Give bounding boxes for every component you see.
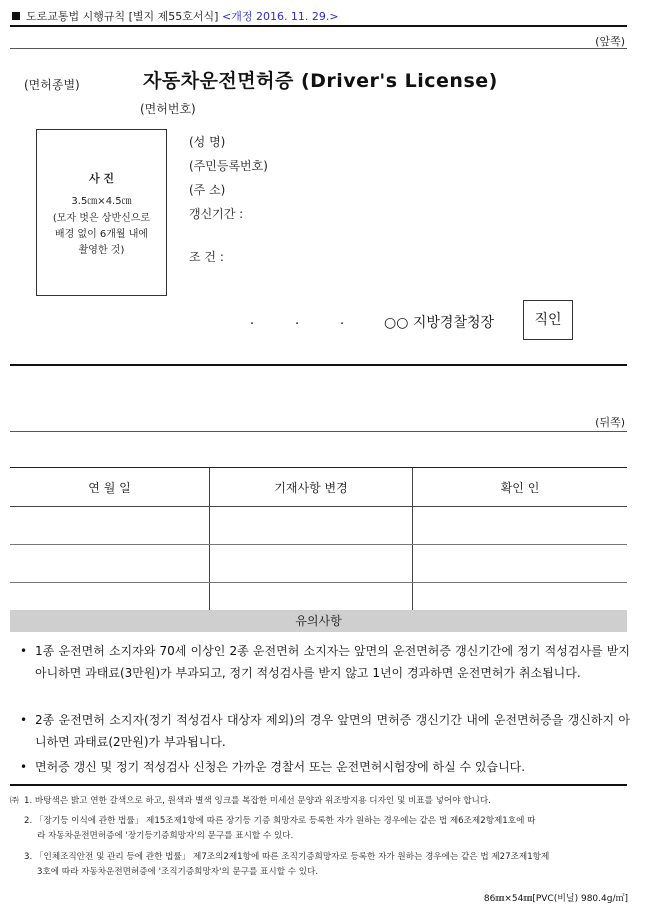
date-dot: .: [295, 313, 300, 328]
table-cell: [413, 545, 628, 583]
table-cell: [10, 507, 210, 545]
license-type-label: (면허종별): [24, 78, 80, 92]
bullet-icon: •: [20, 713, 28, 727]
photo-instruction-3: 촬영한 것): [78, 245, 125, 256]
official-seal-box: 직인: [523, 300, 573, 340]
header-divider: [10, 25, 627, 27]
photo-size: 3.5㎝×4.5㎝: [71, 196, 132, 207]
header-date: 연 월 일: [10, 468, 210, 507]
notes-bottom-divider: [10, 784, 627, 786]
bullet-icon: •: [20, 760, 28, 774]
table-cell: [10, 545, 210, 583]
date-dot: .: [340, 313, 345, 328]
license-title: 자동차운전면허증 (Driver's License): [143, 70, 498, 92]
note-text: 2종 운전면허 소지자(정기 적성검사 대상자 제외)의 경우 앞면의 면허증 갱신기간 내에 운전면허증을 갱신하지 아니하면 과태료(2만원)가 부과됩니다.: [35, 713, 630, 749]
revision-date: <개정 2016. 11. 29.>: [221, 10, 339, 23]
photo-instruction-2: 배경 없이 6개월 내에: [54, 229, 149, 240]
note-item: [20, 709, 628, 753]
note-text: 면허증 갱신 및 정기 적성검사 신청은 가까운 경찰서 또는 운전면허시험장에 하실 수 있습니다.: [35, 760, 526, 774]
footnote-2-line1: 2. 「장기등 이식에 관한 법률」 제15조제1항에 따른 장기등 기증 희망자로 등록한 자가 원하는 경우에는 같은 법 제6조제2항제1호에 따: [24, 816, 536, 826]
table-cell: [210, 545, 413, 583]
photo-box: [36, 129, 167, 296]
front-bottom-divider: [10, 364, 627, 366]
conditions-field: 조 건 :: [189, 250, 224, 264]
square-bullet-icon: [12, 12, 20, 20]
table-cell: [210, 507, 413, 545]
note-item: [20, 756, 628, 778]
form-header: [12, 8, 339, 24]
change-record-table: [10, 468, 627, 621]
photo-title: 사 진: [88, 172, 115, 185]
renewal-period-field: 갱신기간 :: [189, 207, 244, 221]
date-dot: .: [250, 313, 255, 328]
notes-title: 유의사항: [10, 610, 627, 632]
footnote-1: 1. 바탕색은 밝고 연한 갈색으로 하고, 원색과 별색 잉크를 복잡한 미세선 문양과 위조방지용 디자인 및 비표를 넣어야 합니다.: [24, 796, 491, 806]
card-spec: 86㎜×54㎜[PVC(비닐) 980.4g/㎡]: [483, 894, 628, 904]
issue-date-dots: [250, 313, 385, 328]
header-confirmation: 확인 인: [413, 468, 628, 507]
license-number-label: (면허번호): [140, 102, 196, 116]
resident-number-field: (주민등록번호): [189, 159, 268, 173]
table-header-row: [10, 468, 627, 507]
bullet-icon: •: [20, 644, 28, 658]
front-side-label: (앞쪽): [595, 35, 625, 48]
footnote-3-line1: 3. 「인체조직안전 및 관리 등에 관한 법률」 제7조의2제1항에 따른 조직기증희망자로 등록한 자가 원하는 경우에는 같은 법 제27조제1항제: [24, 852, 550, 862]
table-row: [10, 545, 627, 583]
footnote-2-line2: 라 자동차운전면허증에 '장기등기증희망자'의 문구를 표시할 수 있다.: [37, 831, 294, 841]
table-cell: [413, 507, 628, 545]
photo-instruction-1: (모자 벗은 상반신으로: [52, 213, 151, 224]
back-top-divider: [10, 431, 627, 432]
footnote-prefix: ㈜: [10, 796, 19, 806]
note-item: [20, 640, 628, 706]
issuing-agency: ○○ 지방경찰청장: [384, 315, 495, 331]
address-field: (주 소): [189, 183, 226, 197]
back-side-label: (뒤쪽): [595, 416, 625, 429]
note-text: 1종 운전면허 소지자와 70세 이상인 2종 운전면허 소지자는 앞면의 운전면허증 갱신기간에 정기 적성검사를 받지 아니하면 과태료(3만원)가 부과되고, 정기 적성검사를 받지 않고 1년이 경과하면 운전면허가 취소됩니다.: [35, 644, 630, 680]
front-top-divider: [10, 48, 627, 49]
footnote-3-line2: 3호에 따라 자동차운전면허증에 '조직기증희망자'의 문구를 표시할 수 있다.: [37, 867, 319, 877]
table-row: [10, 507, 627, 545]
header-changes: 기재사항 변경: [210, 468, 413, 507]
form-number: [별지 제55호서식]: [128, 10, 219, 23]
law-name: 도로교통법 시행규칙: [26, 10, 126, 23]
name-field: (성 명): [189, 135, 226, 149]
